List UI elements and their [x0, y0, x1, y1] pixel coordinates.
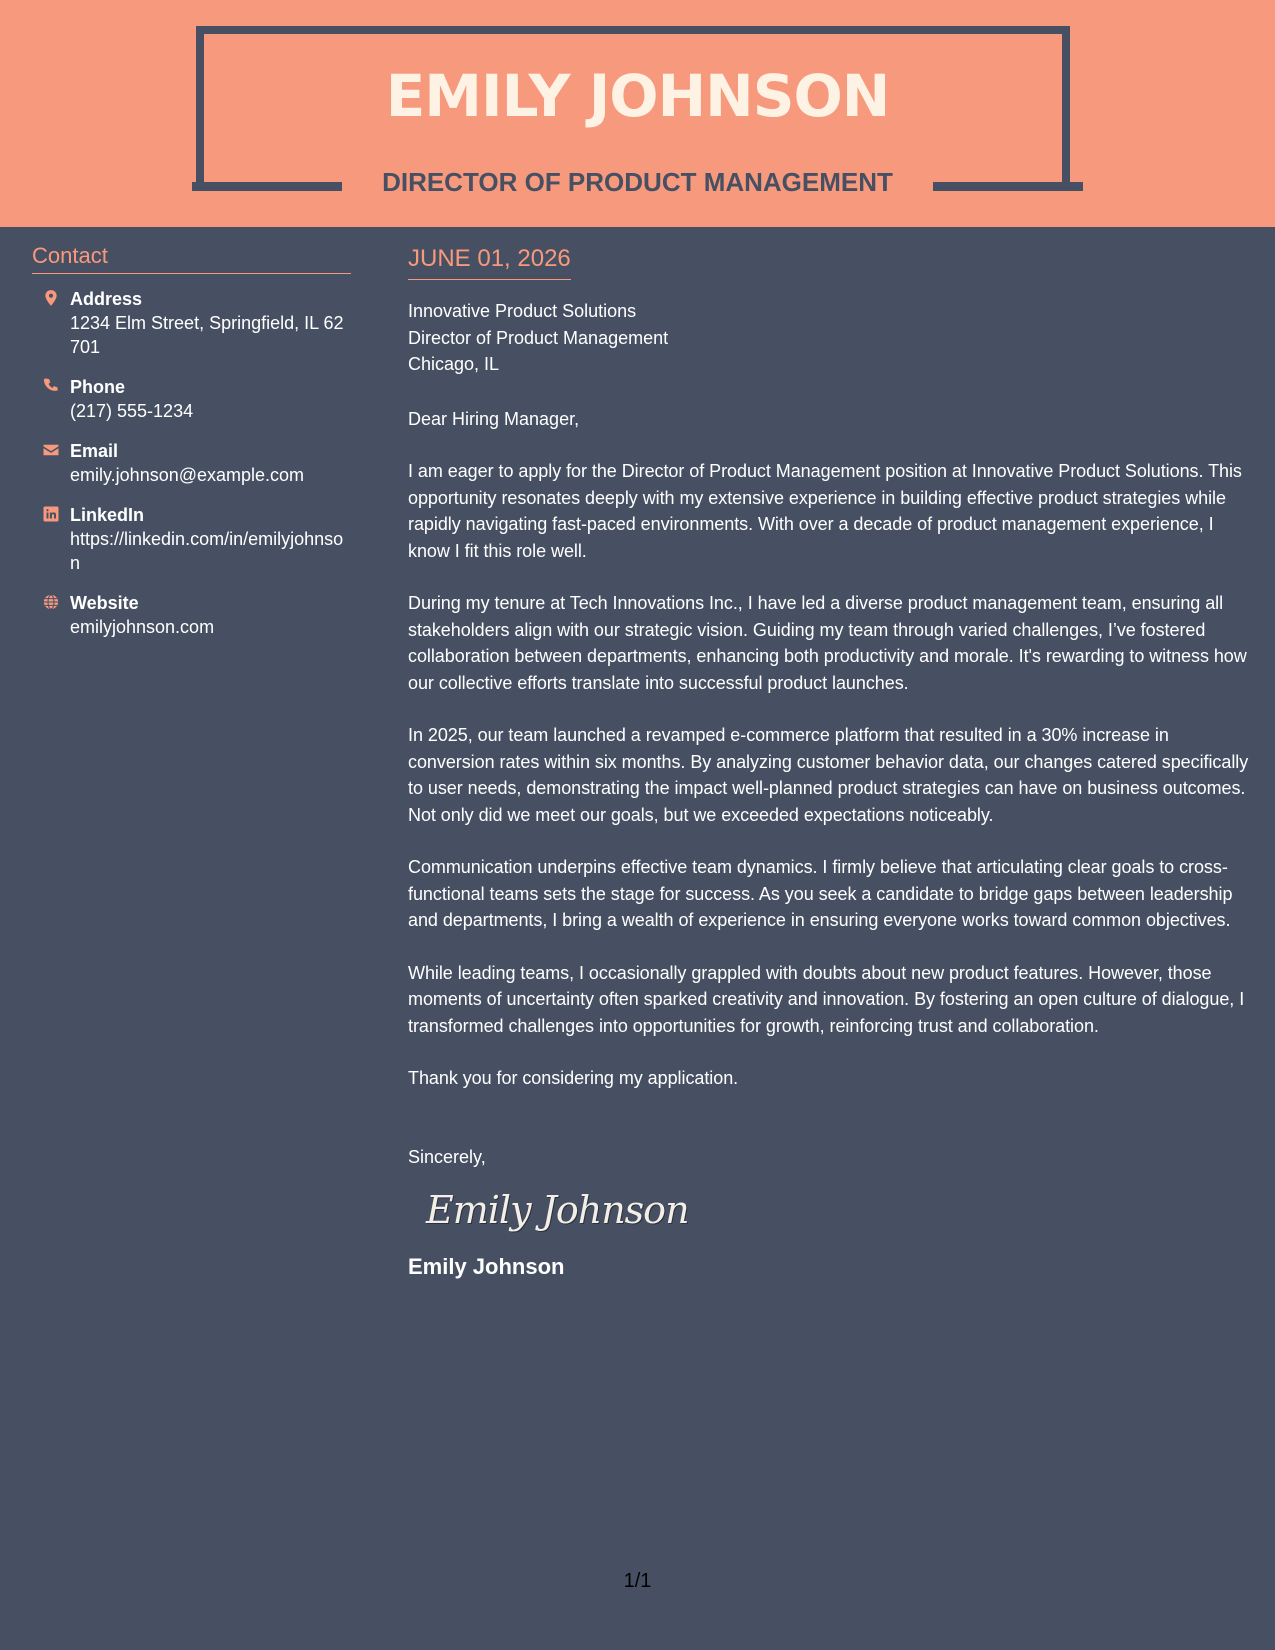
linkedin-label: LinkedIn [70, 505, 145, 525]
envelope-icon [32, 439, 70, 487]
contact-heading: Contact [32, 243, 351, 274]
paragraph-4: Communication underpins effective team dynamics. I firmly believe that articulating clear goals to cross-functional teams sets the stage for success. As you seek a candidate to bridge gaps between leadership and departments, I bring a wealth of experience in ensuring everyone works toward common objectives. [408, 857, 1233, 930]
contact-email [32, 439, 351, 487]
page-number: 1/1 [623, 1570, 652, 1592]
address-label: Address [70, 289, 143, 309]
paragraph-2: During my tenure at Tech Innovations Inc., I have led a diverse product management team, ensuring all stakeholders align with our strategic vision. Guiding my team through varied challenges, I’ve fostered collaboration between departments, enhancing both productivity and morale. It's rewarding to witness how our collective efforts translate into successful product launches. [408, 593, 1247, 693]
contact-website [32, 591, 351, 639]
paragraph-3: In 2025, our team launched a revamped e-commerce platform that resulted in a 30% increase in conversion rates within six months. By analyzing customer behavior data, our changes catered specifically to user needs, demonstrating the impact well-planned product strategies can have on business outcomes. Not only did we meet our goals, but we exceeded expectations noticeably. [408, 725, 1249, 825]
globe-icon [32, 591, 70, 639]
signer-name: Emily Johnson [408, 1254, 565, 1279]
contact-linkedin [32, 503, 351, 575]
phone-label: Phone [70, 377, 126, 397]
contact-phone [32, 375, 351, 423]
contact-address [32, 287, 351, 359]
letter-date: JUNE 01, 2026 [408, 245, 571, 280]
greeting: Dear Hiring Manager, [408, 408, 580, 429]
job-title: DIRECTOR OF PRODUCT MANAGEMENT [382, 167, 893, 197]
letter-body [408, 245, 1253, 1280]
address-value: 1234 Elm Street, Springfield, IL 62701 [70, 313, 344, 357]
phone-value: (217) 555-1234 [70, 401, 194, 421]
recipient-block [408, 298, 1253, 378]
website-value[interactable]: emilyjohnson.com [70, 617, 215, 637]
website-label: Website [70, 593, 139, 613]
header-banner [0, 0, 1275, 227]
email-label: Email [70, 441, 119, 461]
map-marker-icon [32, 287, 70, 359]
phone-icon [32, 375, 70, 423]
applicant-name: EMILY JOHNSON [385, 62, 890, 130]
paragraph-1: I am eager to apply for the Director of Product Management position at Innovative Product Solutions. This opportunity resonates deeply with my extensive experience in building effective product strategies while rapidly navigating fast-paced environments. With over a decade of product management experience, I know I fit this role well. [408, 461, 1242, 561]
recipient-location: Chicago, IL [408, 354, 500, 374]
recipient-position: Director of Product Management [408, 327, 669, 348]
paragraph-6: Thank you for considering my application. [408, 1068, 739, 1088]
email-value: emily.johnson@example.com [70, 465, 305, 485]
contact-sidebar [32, 243, 351, 655]
recipient-company: Innovative Product Solutions [408, 301, 637, 321]
paragraph-5: While leading teams, I occasionally grappled with doubts about new product features. However, those moments of uncertainty often sparked creativity and innovation. By fostering an open culture of dialogue, I transformed challenges into opportunities for growth, reinforcing trust and collaboration. [408, 962, 1245, 1036]
linkedin-icon [32, 503, 70, 575]
signature: Emily Johnson [426, 1188, 689, 1232]
closing: Sincerely, [408, 1146, 486, 1167]
linkedin-value[interactable]: https://linkedin.com/in/emilyjohnson [70, 529, 344, 573]
